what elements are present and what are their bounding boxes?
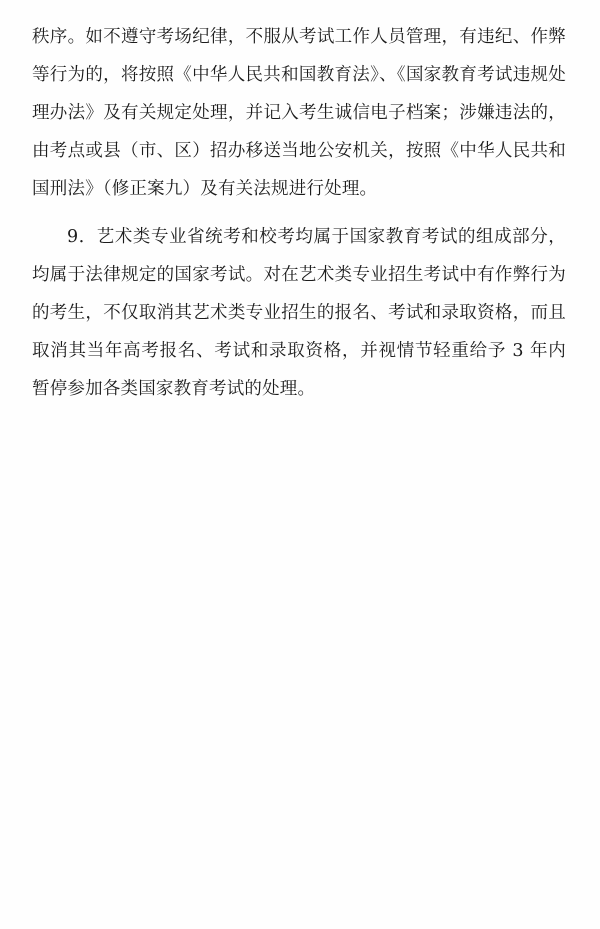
paragraph-continued: 秩序。如不遵守考场纪律，不服从考试工作人员管理，有违纪、作弊等行为的，将按照《中华人民共和国教育法》、《国家教育考试违规处理办法》及有关规定处理，并记入考生诚信电子档案；涉嫌违法的，由考点或县（市、区）招办移送当地公安机关，按照《中华人民共和国刑法》（修正案九）及有关法规进行处理。 xyxy=(32,27,566,199)
paragraph-item-9: 9．艺术类专业省统考和校考均属于国家教育考试的组成部分，均属于法律规定的国家考试。对在艺术类专业招生考试中有作弊行为的考生，不仅取消其艺术类专业招生的报名、考试和录取资格，而且取消其当年高考报名、考试和录取资格，并视情节轻重给予 3 年内暂停参加各类国家教育考试的处理。 xyxy=(32,227,566,399)
document-body xyxy=(32,18,566,408)
